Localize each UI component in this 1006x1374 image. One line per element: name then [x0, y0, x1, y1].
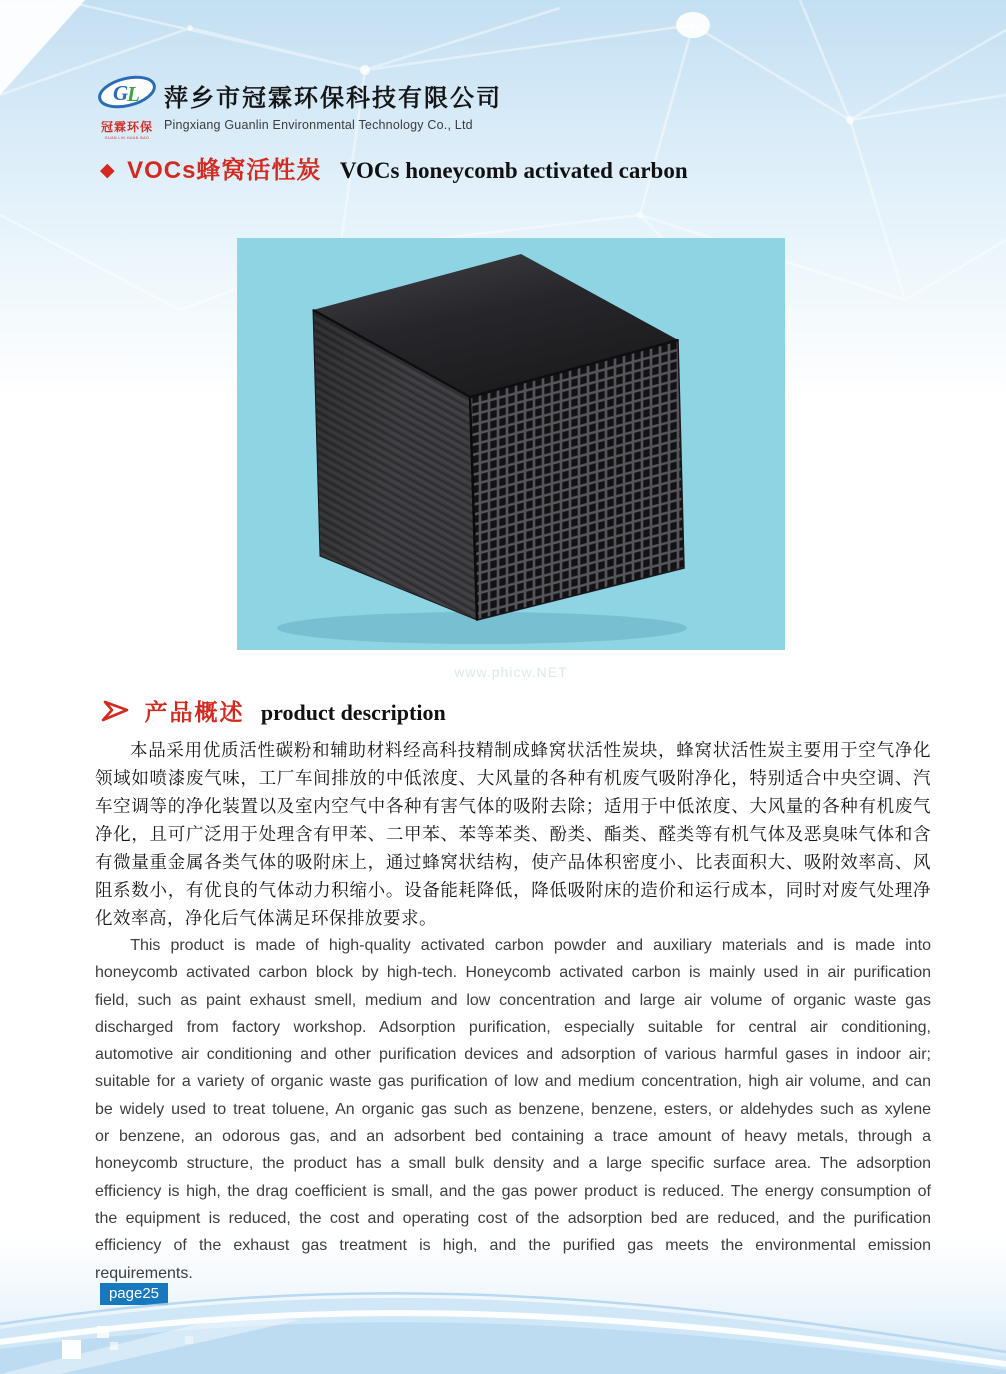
section-title-zh: 产品概述	[144, 699, 245, 725]
white-square-decoration	[97, 1326, 109, 1338]
svg-text:G: G	[113, 81, 129, 105]
logo-caption-zh: 冠霖环保	[100, 120, 153, 134]
section-title-en: product description	[260, 700, 446, 725]
white-square-decoration	[110, 1342, 118, 1350]
diamond-bullet-icon: ◆	[100, 160, 115, 181]
company-name-zh: 萍乡市冠霖环保科技有限公司	[164, 85, 502, 112]
title-en: VOCs honeycomb activated carbon	[339, 158, 688, 183]
company-name-block	[164, 78, 502, 132]
description-paragraph-en: This product is made of high-quality activated carbon powder and auxiliary materials and is made into honeycomb activated carbon block by high-tech. Honeycomb activated carbon is mainly used in air purification field, such as paint exhaust smell, medium and low concentration and large air volume of organic waste gas discharged from factory workshop. Adsorption purification, especially suitable for central air conditioning, automotive air conditioning and other purification devices and adsorption of various harmful gases in indoor air; suitable for a variety of organic waste gas purification of low and medium concentration, high air volume, and can be widely used to treat toluene, An organic gas such as benzene, benzene, esters, or aldehydes such as xylene or benzene, an odorous gas, and an adsorbent bed containing a trace amount of heavy metals, through a honeycomb structure, the product has a small bulk density and a large specific surface area. The adsorption efficiency is high, the drag coefficient is small, and the gas power product is reduced. The energy consumption of the equipment is reduced, the cost and operating cost of the adsorption bed are reduced, and the purification efficiency of the exhaust gas treatment is high, and the purified gas meets the environmental emission requirements.	[95, 937, 931, 1282]
svg-text:L: L	[127, 82, 140, 106]
honeycomb-carbon-cube-illustration	[237, 238, 785, 650]
page-number-badge: page25	[100, 1283, 168, 1305]
arrow-bullet-icon	[100, 699, 130, 723]
product-photo	[237, 238, 785, 650]
description-paragraph-zh: 本品采用优质活性碳粉和辅助材料经高科技精制成蜂窝状活性炭块，蜂窝状活性炭主要用于空气净化领域如喷漆废气味，工厂车间排放的中低浓度、大风量的各种有机废气吸附净化，特别适合中央空调、汽车空调等的净化装置以及室内空气中各种有害气体的吸附去除；适用于中低浓度、大风量的各种有机废气净化，且可广泛用于处理含有甲苯、二甲苯、苯等苯类、酚类、酯类、醛类等有机气体及恶臭味气体和含有微量重金属各类气体的吸附床上，通过蜂窝状结构，使产品体积密度小、比表面积大、吸附效率高、风阻系数小，有优良的气体动力积缩小。设备能耗降低，降低吸附床的造价和运行成本，同时对废气处理净化效率高，净化后气体满足环保排放要求。	[95, 740, 931, 928]
company-name-en: Pingxiang Guanlin Environmental Technology Co., Ltd	[164, 118, 473, 132]
white-square-decoration	[62, 1340, 81, 1359]
title-zh: VOCs蜂窝活性炭	[127, 157, 322, 184]
bottom-waves-decoration	[0, 1254, 1006, 1374]
logo-caption-en: GUAN LIN HUAN BAO	[104, 135, 150, 140]
corner-fold-decoration	[0, 0, 85, 95]
company-logo	[96, 74, 158, 140]
photo-watermark: www.phicw.NET	[454, 664, 568, 680]
document-title	[100, 150, 960, 185]
white-square-decoration	[185, 1336, 193, 1344]
section-header	[100, 694, 960, 727]
logo-ellipse-icon	[96, 74, 158, 112]
